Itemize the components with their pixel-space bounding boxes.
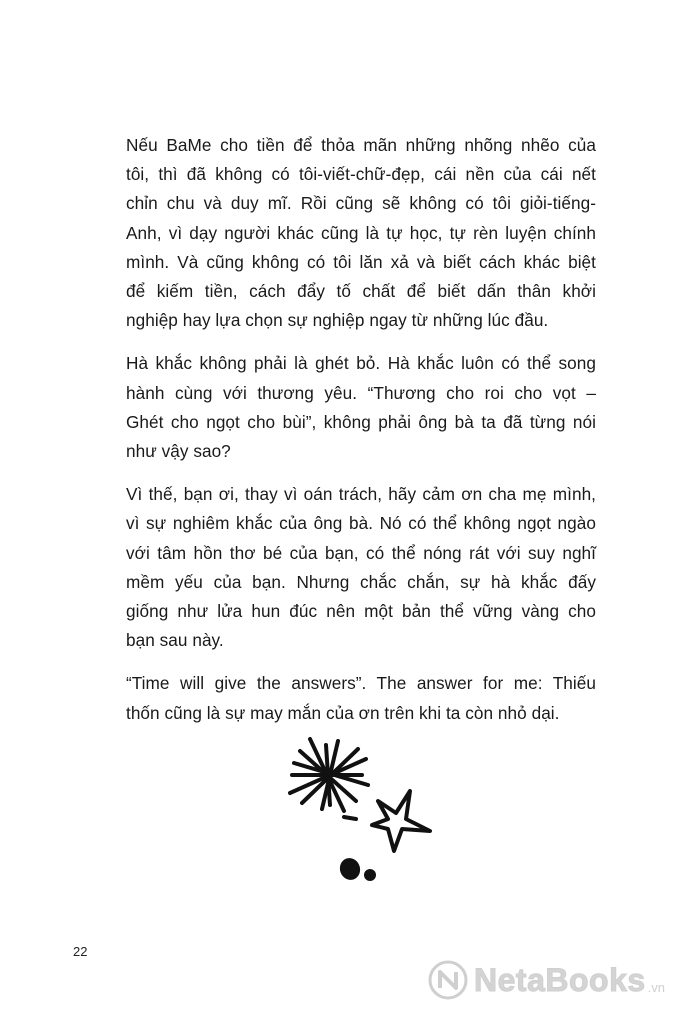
text-line: nghiệp hay lựa chọn sự nghiệp ngay từ những lúc đầu. [126, 310, 549, 331]
text-line: để kiếm tiền, cách đẩy tố chất để biết dấn thân khởi [126, 281, 596, 302]
text-line: mềm yếu của bạn. Nhưng chắc chắn, sự hà khắc đấy [126, 571, 596, 592]
text-line: mình. Và cũng không có tôi lăn xả và biết cách khác biệt [126, 251, 596, 272]
text-line: Hà khắc không phải là ghét bỏ. Hà khắc luôn có thể song [126, 353, 596, 374]
text-line: tôi, thì đã không có tôi-viết-chữ-đẹp, cái nền của cái nết [126, 164, 596, 185]
text-line: như vậy sao? [126, 441, 231, 462]
watermark [428, 955, 665, 1005]
text-line: Ghét cho ngọt cho bùi”, không phải ông bà ta đã từng nói [126, 411, 596, 432]
paragraph-4 [126, 669, 596, 727]
paragraph-1 [126, 131, 596, 335]
text-line: Anh, vì dạy người khác cũng là tự học, tự rèn luyện chính [126, 222, 596, 243]
text-line: giống như lửa hun đúc nên một bản thể vững vàng cho [126, 601, 596, 622]
text-line: vì sự nghiêm khắc của ông bà. Nó có thể không ngọt ngào [126, 513, 596, 534]
watermark-suffix: .vn [647, 980, 665, 995]
doodle-stars-icon [282, 735, 438, 885]
text-line: bạn sau này. [126, 630, 224, 651]
paragraph-3 [126, 480, 596, 655]
text-line: hành cùng với thương yêu. “Thương cho roi cho vọt – [126, 382, 596, 403]
text-line: thốn cũng là sự may mắn của ơn trên khi ta còn nhỏ dại. [126, 702, 560, 723]
text-line: “Time will give the answers”. The answer for me: Thiếu [126, 673, 596, 694]
text-line: Nếu BaMe cho tiền để thỏa mãn những nhõng nhẽo của [126, 135, 596, 155]
body-text [126, 131, 596, 742]
watermark-brand: NetaBooks [474, 961, 646, 998]
text-line: chỉn chu và duy mĩ. Rồi cũng sẽ không có tôi giỏi-tiếng- [126, 193, 596, 214]
text-line: Vì thế, bạn ơi, thay vì oán trách, hãy cảm ơn cha mẹ mình, [126, 484, 596, 505]
page-number: 22 [73, 944, 88, 959]
netabooks-logo-icon [428, 960, 468, 1000]
paragraph-2 [126, 349, 596, 466]
text-line: với tâm hồn thơ bé của bạn, có thể nóng rát với suy nghĩ [126, 542, 596, 563]
